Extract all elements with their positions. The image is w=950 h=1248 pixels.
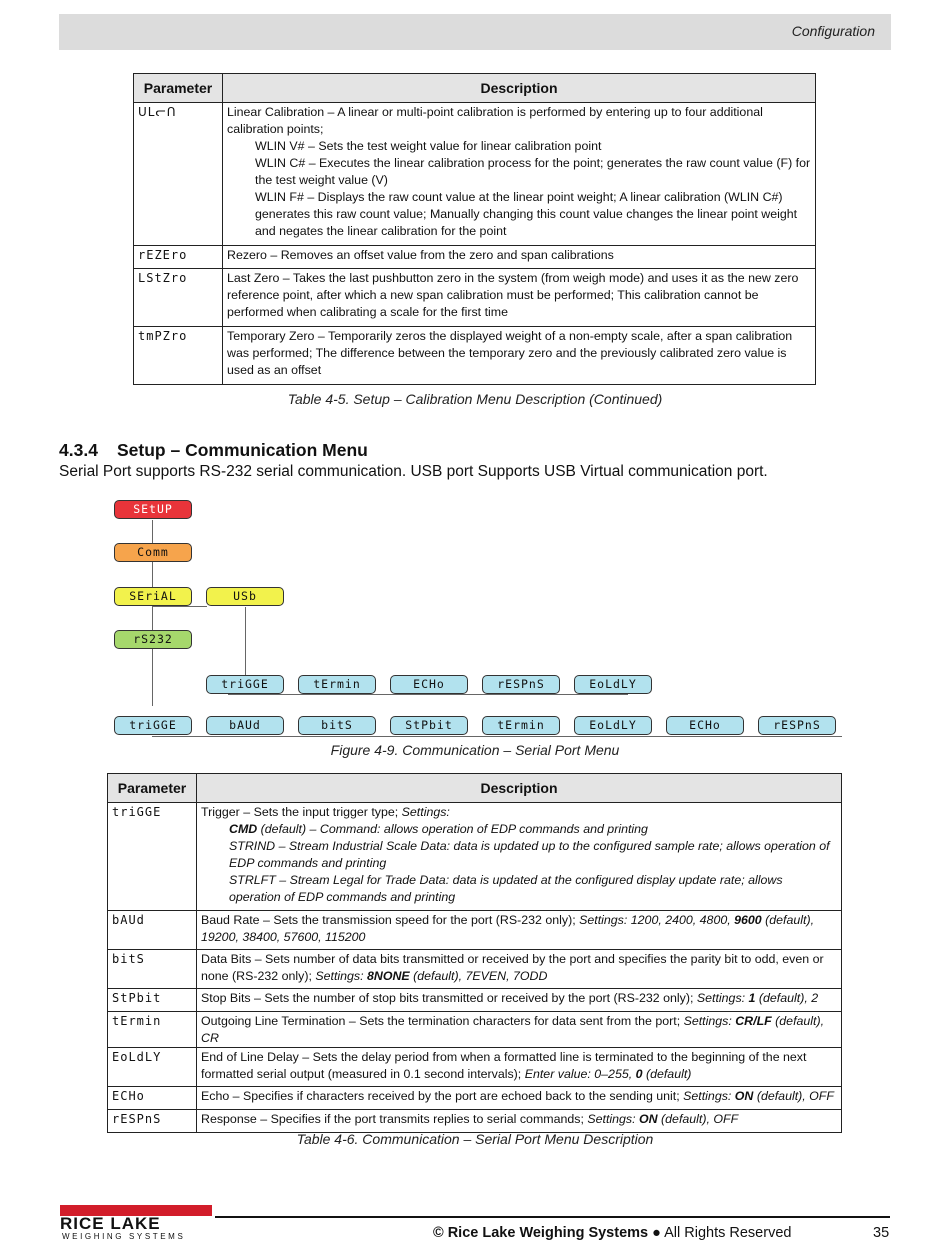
desc-sub-item: STRLFT – Stream Legal for Trade Data: data is updated at the configured display update rate; allows operation of EDP commands and printing	[229, 873, 783, 904]
param-description: Temporary Zero – Temporarily zeros the displayed weight of a non-empty scale, after a span calibration was performed; The difference between the temporary zero and the previously calibrated zero value is used as an offset	[223, 327, 816, 385]
desc-settings: (default), 2	[755, 991, 819, 1005]
param-description	[197, 989, 842, 1012]
desc-settings: Settings: 1200, 2400, 4800,	[579, 913, 735, 927]
copyright-owner: © Rice Lake Weighing Systems	[433, 1225, 649, 1241]
param-description	[197, 950, 842, 989]
menu-node-serial-echo: ECHo	[666, 716, 744, 735]
desc-text: Echo – Specifies if characters received by the port are echoed back to the sending unit;	[201, 1089, 684, 1103]
param-description: Rezero – Removes an offset value from the zero and span calibrations	[223, 246, 816, 269]
desc-settings: (default), OFF	[657, 1112, 739, 1126]
table-row	[108, 803, 842, 911]
param-code: rEZEro	[134, 246, 223, 269]
page-number: 35	[873, 1225, 890, 1241]
menu-node-usb-termin: tErmin	[298, 675, 376, 694]
desc-bold-value: ON	[639, 1112, 658, 1126]
page-header	[59, 14, 891, 50]
param-description	[197, 1110, 842, 1133]
desc-text: Data Bits – Sets number of data bits transmitted or received by the port and specifies the parity bit to odd, even or none (RS-232 only);	[201, 952, 824, 983]
table-row	[108, 911, 842, 950]
desc-sub-item: WLIN V# – Sets the test weight value for linear calibration point	[255, 139, 602, 153]
param-description	[197, 911, 842, 950]
param-description	[197, 803, 842, 911]
desc-text: Outgoing Line Termination – Sets the termination characters for data sent from the port;	[201, 1014, 684, 1028]
col-header-parameter: Parameter	[108, 774, 197, 803]
desc-settings: Settings:	[683, 1089, 735, 1103]
serial-port-menu-table	[107, 773, 842, 1133]
menu-node-comm: Comm	[114, 543, 192, 562]
desc-settings: (default), 19200, 38400, 57600, 115200	[201, 913, 815, 944]
desc-sub-item: (default) – Command: allows operation of EDP commands and printing	[257, 822, 648, 836]
desc-settings: (default)	[642, 1067, 692, 1081]
desc-bold-value: 0	[635, 1067, 643, 1081]
desc-bold-value: 8NONE	[367, 969, 410, 983]
param-description	[197, 1087, 842, 1110]
table-row	[108, 1012, 842, 1048]
menu-node-usb-echo: ECHo	[390, 675, 468, 694]
desc-text: End of Line Delay – Sets the delay period from when a formatted line is terminated to the beginning of the next formatted serial output (measured in 0.1 second intervals);	[201, 1050, 807, 1081]
section-number: 4.3.4	[59, 440, 98, 460]
table-row	[134, 269, 816, 327]
desc-sub-item: STRIND – Stream Industrial Scale Data: data is updated up to the configured sample rate; allows operation of EDP commands and printing	[229, 839, 830, 870]
menu-node-usb: USb	[206, 587, 284, 606]
menu-node-serial-trigge: triGGE	[114, 716, 192, 735]
param-code: StPbit	[108, 989, 197, 1012]
table-row	[134, 327, 816, 385]
section-title: Setup – Communication Menu	[117, 440, 368, 460]
desc-settings: Enter value: 0–255,	[524, 1067, 636, 1081]
menu-node-usb-trigge: triGGE	[206, 675, 284, 694]
section-intro: Serial Port supports RS-232 serial communication. USB port Supports USB Virtual communication port.	[59, 463, 768, 480]
desc-text: Response – Specifies if the port transmits replies to serial commands;	[201, 1112, 588, 1126]
desc-text: Linear Calibration – A linear or multi-point calibration is performed by entering up to four additional calibration points;	[227, 105, 763, 136]
param-code: triGGE	[108, 803, 197, 911]
desc-sub-item: WLIN C# – Executes the linear calibration process for the point; generates the raw count value (F) for the test weight value (V)	[255, 156, 811, 187]
col-header-parameter: Parameter	[134, 74, 223, 103]
table-row	[108, 950, 842, 989]
param-code: bitS	[108, 950, 197, 989]
table-caption: Table 4-5. Setup – Calibration Menu Description (Continued)	[287, 391, 663, 407]
desc-settings: Settings:	[683, 1014, 736, 1028]
param-description	[197, 1048, 842, 1087]
bullet-separator: ●	[648, 1225, 665, 1241]
footer-divider	[215, 1216, 890, 1218]
param-code: EoLdLY	[108, 1048, 197, 1087]
company-logo: RICE LAKE	[60, 1214, 161, 1233]
table-row	[108, 989, 842, 1012]
copyright-rights: All Rights Reserved	[664, 1225, 792, 1241]
connector-line	[228, 694, 628, 695]
col-header-description: Description	[197, 774, 842, 803]
menu-node-usb-eoldly: EoLdLY	[574, 675, 652, 694]
desc-settings: (default), 7EVEN, 7ODD	[409, 969, 548, 983]
param-code: bAUd	[108, 911, 197, 950]
header-title: Configuration	[791, 23, 875, 39]
menu-node-rs232: rS232	[114, 630, 192, 649]
menu-node-setup: SEtUP	[114, 500, 192, 519]
table-row	[108, 1048, 842, 1087]
figure-caption: Figure 4-9. Communication – Serial Port Menu	[330, 742, 620, 758]
table-row	[108, 1110, 842, 1133]
param-description: Last Zero – Takes the last pushbutton zero in the system (from weigh mode) and uses it as the new zero reference point, after which a new span calibration must be performed; This calibration cannot be performed when calibrating a scale for the first time	[223, 269, 816, 327]
param-code: ᑌᒪᓕᑎ	[134, 103, 223, 246]
col-header-description: Description	[223, 74, 816, 103]
param-code: ECHo	[108, 1087, 197, 1110]
desc-settings: (default), OFF	[753, 1089, 834, 1103]
param-description	[223, 103, 816, 246]
copyright-notice	[433, 1225, 791, 1241]
param-code: tErmin	[108, 1012, 197, 1048]
connector-line	[245, 607, 246, 675]
menu-node-serial-termin: tErmin	[482, 716, 560, 735]
desc-settings: Settings:	[587, 1112, 639, 1126]
menu-node-serial: SEriAL	[114, 587, 192, 606]
param-code: rESPnS	[108, 1110, 197, 1133]
param-code: tmPZro	[134, 327, 223, 385]
desc-settings: (default), CR	[201, 1014, 825, 1045]
calibration-menu-table	[133, 73, 816, 385]
section-heading	[59, 440, 368, 461]
table-row	[134, 246, 816, 269]
menu-node-serial-bits: bitS	[298, 716, 376, 735]
desc-bold-value: ON	[734, 1089, 754, 1103]
param-code: LStZro	[134, 269, 223, 327]
desc-bold-value: CR/LF	[735, 1014, 772, 1028]
table-row	[108, 1087, 842, 1110]
connector-line	[152, 736, 842, 737]
connector-line	[152, 606, 207, 607]
desc-text: Trigger – Sets the input trigger type;	[201, 805, 402, 819]
table-caption: Table 4-6. Communication – Serial Port Menu Description	[296, 1131, 654, 1147]
menu-node-serial-baud: bAUd	[206, 716, 284, 735]
desc-bold-value: 9600	[734, 913, 762, 927]
menu-node-usb-respns: rESPnS	[482, 675, 560, 694]
desc-settings: Settings:	[696, 991, 749, 1005]
table-row	[134, 103, 816, 246]
menu-node-serial-stpbit: StPbit	[390, 716, 468, 735]
desc-bold-value: 1	[748, 991, 756, 1005]
desc-bold-value: CMD	[229, 822, 258, 836]
menu-node-serial-eoldly: EoLdLY	[574, 716, 652, 735]
param-description	[197, 1012, 842, 1048]
company-logo-subtitle: WEIGHING SYSTEMS	[62, 1232, 186, 1241]
menu-node-serial-respns: rESPnS	[758, 716, 836, 735]
desc-sub-item: WLIN F# – Displays the raw count value at the linear point weight; A linear calibration (WLIN C#) generates this raw count value; Manually changing this count value changes the linear point weight and negates the linear calibration for the point	[255, 190, 798, 238]
desc-settings: Settings:	[401, 805, 450, 819]
desc-settings: Settings:	[315, 969, 367, 983]
desc-text: Stop Bits – Sets the number of stop bits transmitted or received by the port (RS-232 only);	[201, 991, 697, 1005]
desc-text: Baud Rate – Sets the transmission speed for the port (RS-232 only);	[201, 913, 580, 927]
